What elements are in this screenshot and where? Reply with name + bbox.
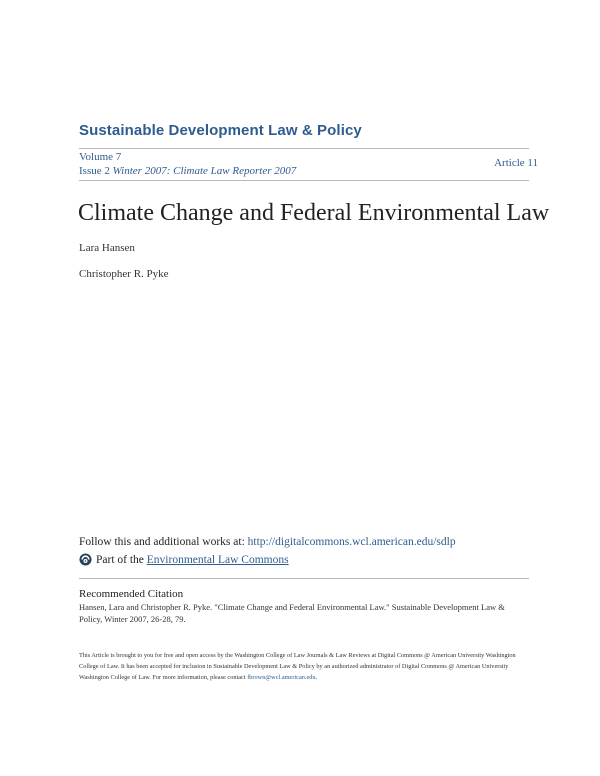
volume-link[interactable]: Volume 7 (79, 151, 122, 163)
contact-email-link[interactable]: fbrown@wcl.american.edu (247, 674, 316, 681)
author-1: Lara Hansen (79, 242, 135, 254)
footnote-text: This Article is brought to you for free and open access by the Washington College of Law Journals & Law Reviews at Digital Commons @ American University Washington College of Law. It has been accepted for inclusion in Sustainable Development Law & Policy by an authorized administrator of Digital Commons @ American University Washington College of Law. For more information, please contact (79, 652, 516, 681)
repository-link[interactable]: http://digitalcommons.wcl.american.edu/sdlp (247, 536, 456, 548)
follow-line (79, 536, 456, 548)
recommended-citation-text: Hansen, Lara and Christopher R. Pyke. "Climate Change and Federal Environmental Law." Sustainable Development Law & Policy, Winter 2007, 26-28, 79. (79, 602, 505, 624)
issue-number[interactable]: Issue 2 (79, 165, 110, 177)
issue-description[interactable]: Winter 2007: Climate Law Reporter 2007 (112, 165, 297, 177)
journal-title[interactable]: Sustainable Development Law & Policy (79, 122, 362, 139)
part-of-line (79, 553, 289, 566)
author-2: Christopher R. Pyke (79, 268, 169, 280)
header-rule-top (79, 148, 529, 149)
footnote-end: . (315, 674, 318, 681)
issue-line[interactable] (79, 165, 296, 177)
recommended-citation-heading: Recommended Citation (79, 588, 184, 600)
header-rule-bottom (79, 180, 529, 181)
article-title: Climate Change and Federal Environmental Law (78, 200, 550, 226)
environmental-law-commons-link[interactable]: Environmental Law Commons (146, 553, 289, 566)
part-of-prefix: Part of the (96, 553, 144, 566)
open-access-icon (79, 553, 92, 566)
follow-prefix: Follow this and additional works at: (79, 536, 248, 548)
citation-rule (79, 578, 529, 579)
article-number[interactable]: Article 11 (494, 157, 538, 169)
access-footnote (79, 650, 534, 683)
